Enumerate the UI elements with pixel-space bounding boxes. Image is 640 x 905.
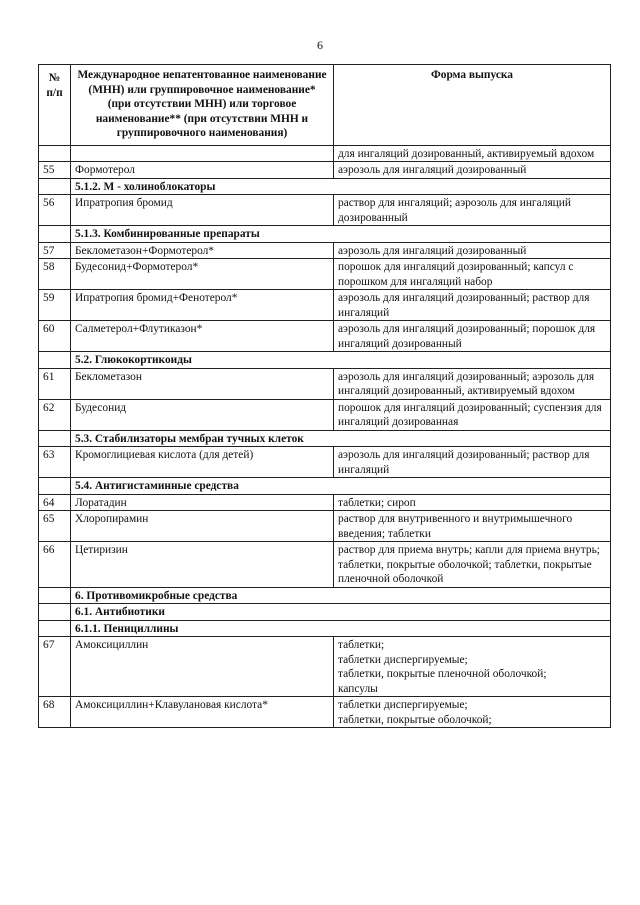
section-number-cell xyxy=(39,478,71,495)
release-form: таблетки; таблетки диспергируемые; таблетки, покрытые пленочной оболочкой; капсулы xyxy=(334,637,611,697)
section-row xyxy=(39,430,611,447)
section-row xyxy=(39,352,611,369)
row-number: 57 xyxy=(39,242,71,259)
section-row xyxy=(39,604,611,621)
release-form: порошок для ингаляций дозированный; суспензия для ингаляций дозированная xyxy=(334,399,611,430)
row-number: 64 xyxy=(39,494,71,511)
section-number-cell xyxy=(39,604,71,621)
table-body xyxy=(39,145,611,728)
release-form: раствор для внутривенного и внутримышечного введения; таблетки xyxy=(334,511,611,542)
drug-name: Ипратропия бромид+Фенотерол* xyxy=(71,290,334,321)
row-number: 63 xyxy=(39,447,71,478)
section-row xyxy=(39,478,611,495)
row-number: 65 xyxy=(39,511,71,542)
section-number-cell xyxy=(39,352,71,369)
header-name: Международное непатентованное наименование (МНН) или группировочное наименование*(при отсутствии МНН) или торговое наименование** (при отсутствии МНН и группировочного наименования) xyxy=(71,65,334,146)
page-number: 6 xyxy=(317,38,323,52)
row-number: 62 xyxy=(39,399,71,430)
header-number: № п/п xyxy=(39,65,71,146)
drug-name: Ипратропия бромид xyxy=(71,195,334,226)
row-number: 58 xyxy=(39,259,71,290)
row-number: 56 xyxy=(39,195,71,226)
table-row xyxy=(39,162,611,179)
drug-name xyxy=(71,145,334,162)
table-row xyxy=(39,494,611,511)
row-number: 55 xyxy=(39,162,71,179)
row-number: 61 xyxy=(39,368,71,399)
drug-name: Салметерол+Флутиказон* xyxy=(71,321,334,352)
row-number: 68 xyxy=(39,697,71,728)
release-form: аэрозоль для ингаляций дозированный xyxy=(334,242,611,259)
table-row xyxy=(39,637,611,697)
drug-name: Будесонид xyxy=(71,399,334,430)
release-form: аэрозоль для ингаляций дозированный; раствор для ингаляций xyxy=(334,290,611,321)
drug-name: Беклометазон xyxy=(71,368,334,399)
section-title: 5.1.3. Комбинированные препараты xyxy=(71,226,611,243)
table-row xyxy=(39,368,611,399)
section-number-cell xyxy=(39,226,71,243)
table-row xyxy=(39,447,611,478)
drug-name: Лоратадин xyxy=(71,494,334,511)
release-form: таблетки диспергируемые; таблетки, покрытые оболочкой; xyxy=(334,697,611,728)
drug-name: Амоксициллин xyxy=(71,637,334,697)
section-row xyxy=(39,178,611,195)
section-title: 5.2. Глюкокортикоиды xyxy=(71,352,611,369)
section-title: 5.1.2. М - холиноблокаторы xyxy=(71,178,611,195)
section-number-cell xyxy=(39,430,71,447)
table-row xyxy=(39,259,611,290)
table-row xyxy=(39,542,611,588)
release-form: раствор для ингаляций; аэрозоль для ингаляций дозированный xyxy=(334,195,611,226)
drug-name: Будесонид+Формотерол* xyxy=(71,259,334,290)
table-row xyxy=(39,321,611,352)
row-number: 59 xyxy=(39,290,71,321)
drug-name: Цетиризин xyxy=(71,542,334,588)
table-header-row xyxy=(39,65,611,146)
release-form: для ингаляций дозированный, активируемый вдохом xyxy=(334,145,611,162)
section-number-cell xyxy=(39,178,71,195)
drug-name: Кромоглициевая кислота (для детей) xyxy=(71,447,334,478)
release-form: порошок для ингаляций дозированный; капсул с порошком для ингаляций набор xyxy=(334,259,611,290)
section-title: 6.1. Антибиотики xyxy=(71,604,611,621)
drug-name: Беклометазон+Формотерол* xyxy=(71,242,334,259)
section-title: 5.4. Антигистаминные средства xyxy=(71,478,611,495)
row-number: 60 xyxy=(39,321,71,352)
table-row xyxy=(39,145,611,162)
section-row xyxy=(39,620,611,637)
section-row xyxy=(39,226,611,243)
row-number: 66 xyxy=(39,542,71,588)
table-row xyxy=(39,290,611,321)
release-form: аэрозоль для ингаляций дозированный xyxy=(334,162,611,179)
row-number xyxy=(39,145,71,162)
release-form: аэрозоль для ингаляций дозированный; раствор для ингаляций xyxy=(334,447,611,478)
release-form: раствор для приема внутрь; капли для приема внутрь; таблетки, покрытые оболочкой; таблетки, покрытые пленочной оболочкой xyxy=(334,542,611,588)
section-title: 6. Противомикробные средства xyxy=(71,587,611,604)
section-row xyxy=(39,587,611,604)
drug-name: Формотерол xyxy=(71,162,334,179)
drug-name: Амоксициллин+Клавулановая кислота* xyxy=(71,697,334,728)
table-row xyxy=(39,399,611,430)
section-title: 6.1.1. Пенициллины xyxy=(71,620,611,637)
row-number: 67 xyxy=(39,637,71,697)
table-row xyxy=(39,697,611,728)
medication-table xyxy=(38,64,611,728)
release-form: таблетки; сироп xyxy=(334,494,611,511)
release-form: аэрозоль для ингаляций дозированный; аэрозоль для ингаляций дозированный, активируемый вдохом xyxy=(334,368,611,399)
release-form: аэрозоль для ингаляций дозированный; порошок для ингаляций дозированный xyxy=(334,321,611,352)
section-number-cell xyxy=(39,620,71,637)
header-form: Форма выпуска xyxy=(334,65,611,146)
drug-name: Хлоропирамин xyxy=(71,511,334,542)
section-title: 5.3. Стабилизаторы мембран тучных клеток xyxy=(71,430,611,447)
table-row xyxy=(39,242,611,259)
section-number-cell xyxy=(39,587,71,604)
table-row xyxy=(39,195,611,226)
table-row xyxy=(39,511,611,542)
